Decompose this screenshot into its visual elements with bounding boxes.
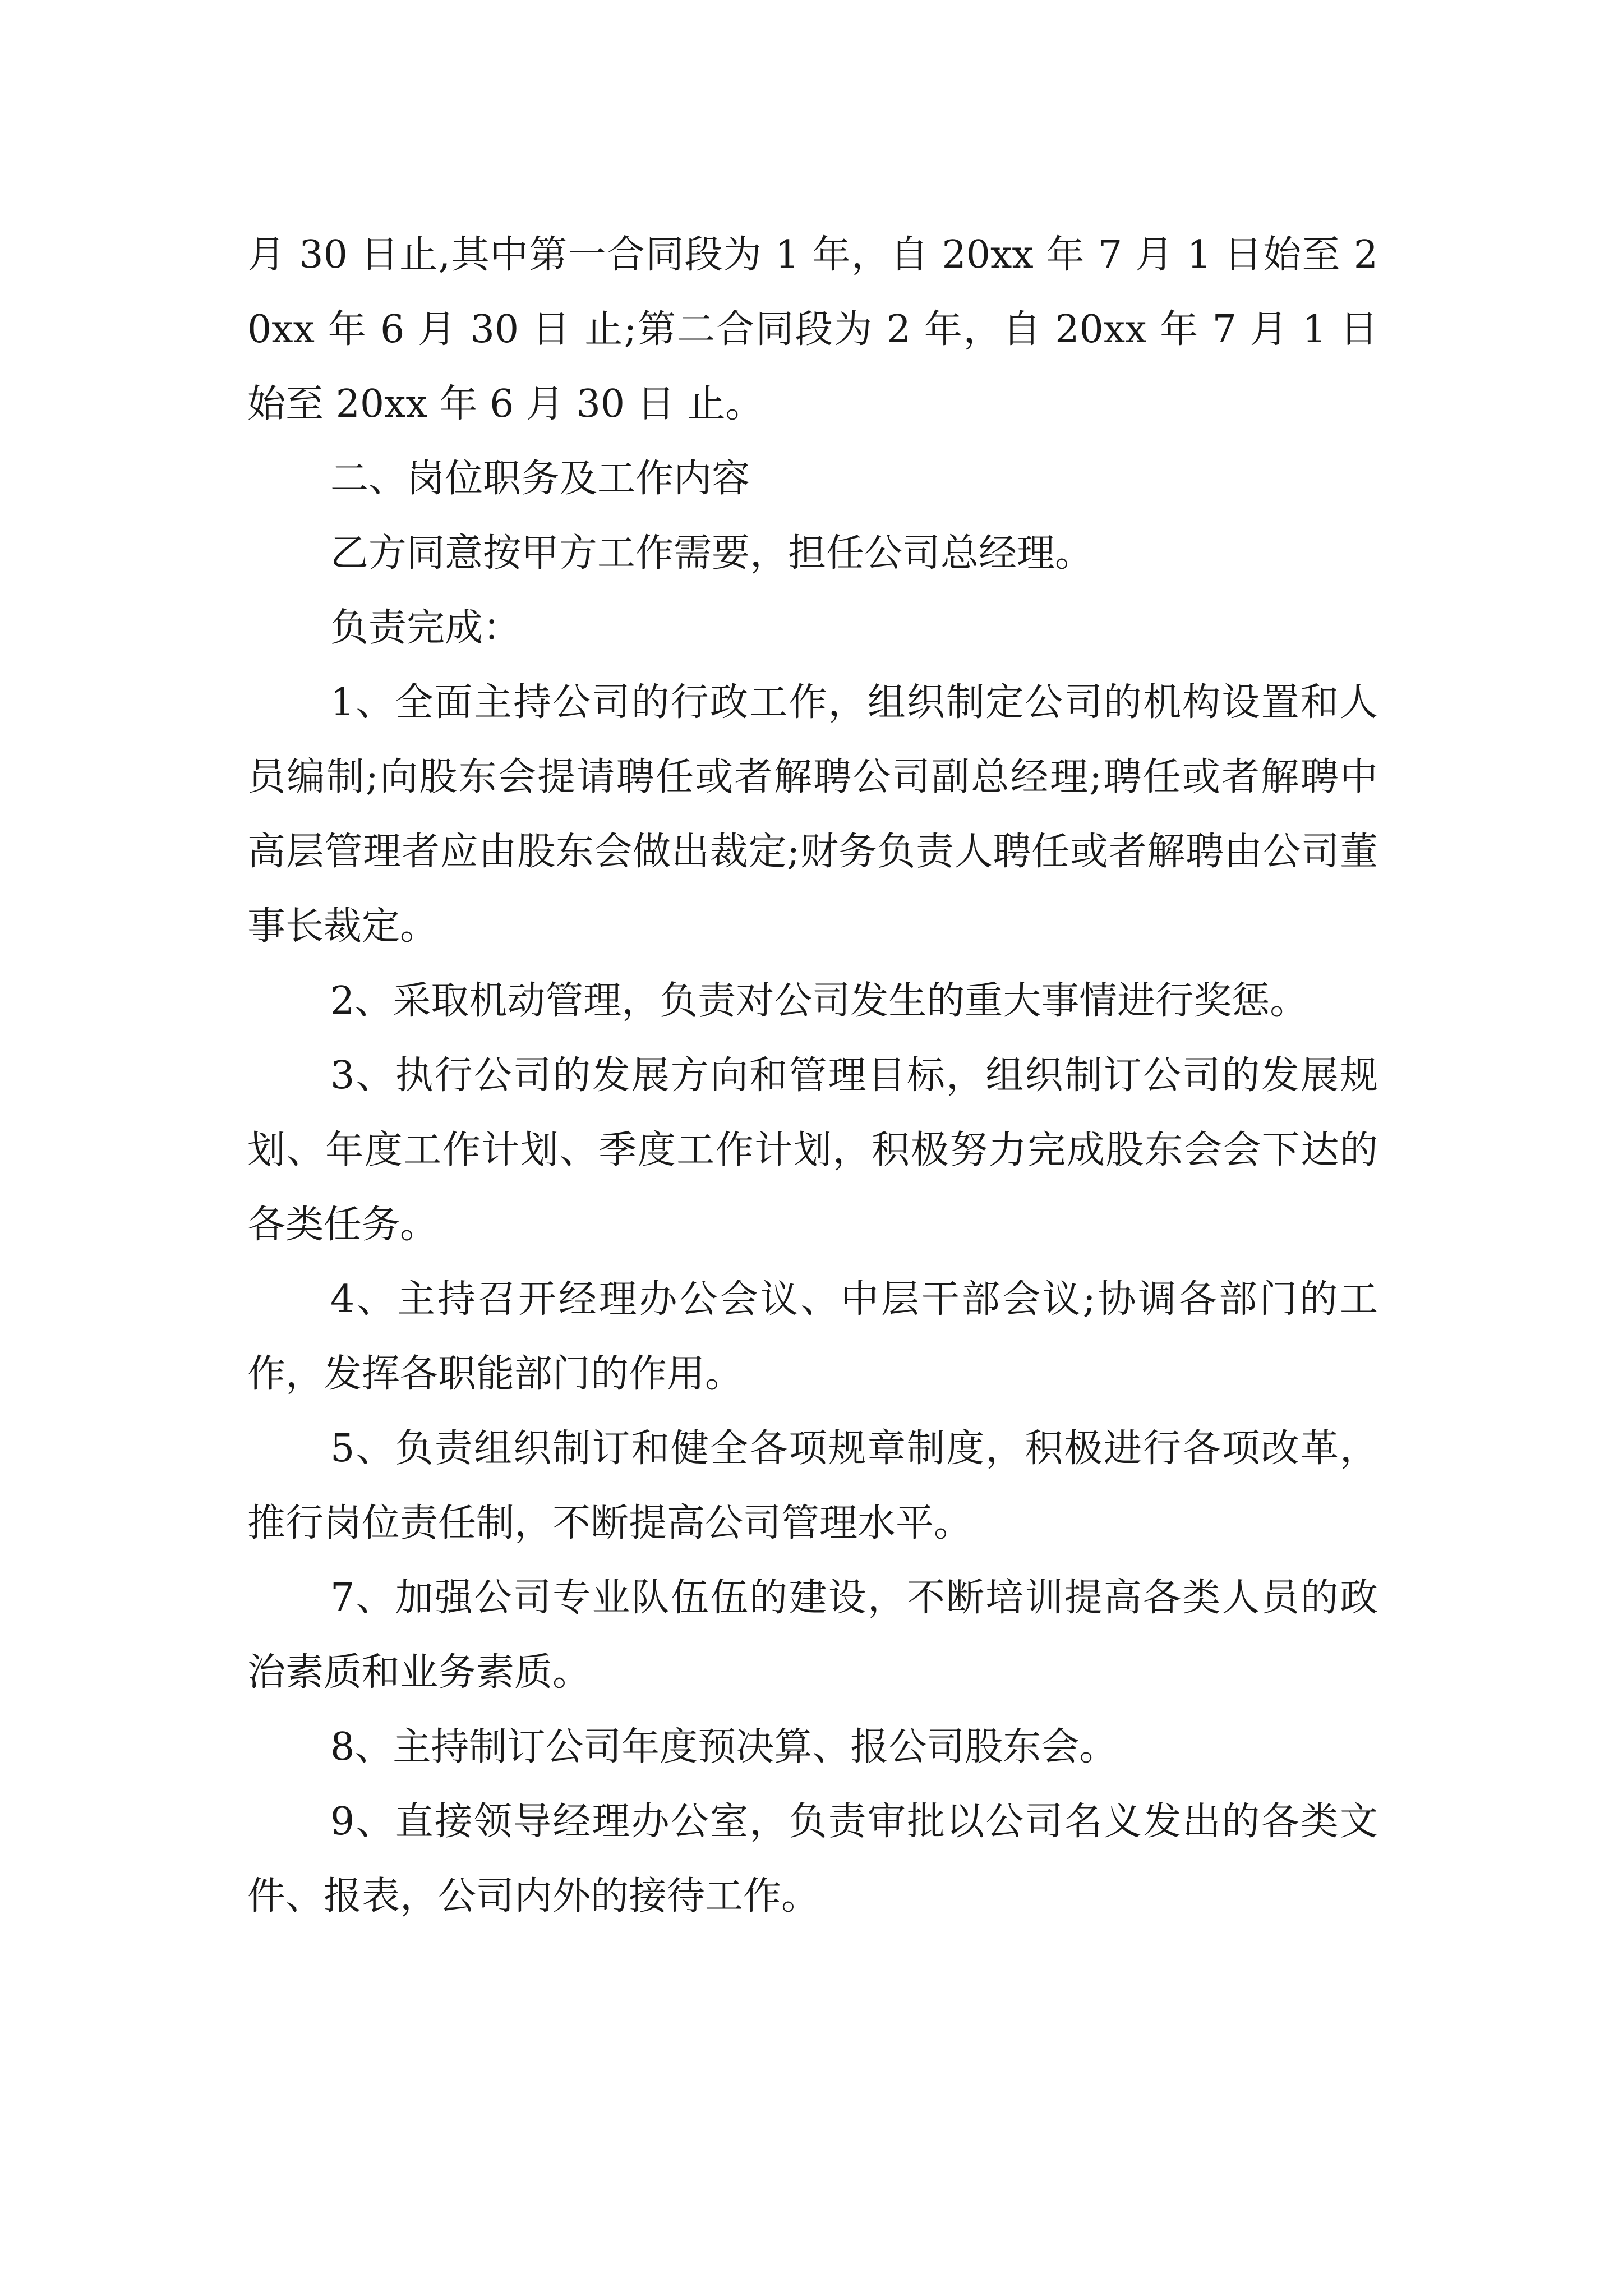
document-body: [247, 218, 1378, 1934]
duty-item-8: 8、主持制订公司年度预决算、报公司股东会。: [330, 1725, 1118, 1769]
contract-term-paragraph: 月 30 日止,其中第一合同段为 1 年，自 20xx 年 7 月 1 日始至 20xx 年 6 月 30 日 止;第二合同段为 2 年，自 20xx 年 7 月 1 日始至 20xx 年 6 月 30 日 止。: [247, 233, 1378, 426]
duty-item-5: 5、负责组织制订和健全各项规章制度，积极进行各项改革，推行岗位责任制，不断提高公司管理水平。: [247, 1427, 1378, 1545]
duty-item-4: 4、主持召开经理办公会议、中层干部会议;协调各部门的工作，发挥各职能部门的作用。: [247, 1277, 1378, 1396]
duty-item-1: 1、全面主持公司的行政工作，组织制定公司的机构设置和人员编制;向股东会提请聘任或者解聘公司副总经理;聘任或者解聘中高层管理者应由股东会做出裁定;财务负责人聘任或者解聘由公司董事长裁定。: [247, 680, 1378, 949]
responsibilities-intro: 负责完成：: [330, 606, 522, 650]
section-heading: 二、岗位职务及工作内容: [330, 457, 750, 501]
duty-item-3: 3、执行公司的发展方向和管理目标，组织制订公司的发展规划、年度工作计划、季度工作计划，积极努力完成股东会会下达的各类任务。: [247, 1053, 1378, 1247]
duty-item-9: 9、直接领导经理办公室，负责审批以公司名义发出的各类文件、报表，公司内外的接待工作。: [247, 1800, 1378, 1918]
duty-item-2: 2、采取机动管理，负责对公司发生的重大事情进行奖惩。: [330, 979, 1308, 1023]
position-paragraph: 乙方同意按甲方工作需要，担任公司总经理。: [330, 531, 1094, 576]
duty-item-7: 7、加强公司专业队伍伍的建设，不断培训提高各类人员的政治素质和业务素质。: [247, 1576, 1378, 1695]
